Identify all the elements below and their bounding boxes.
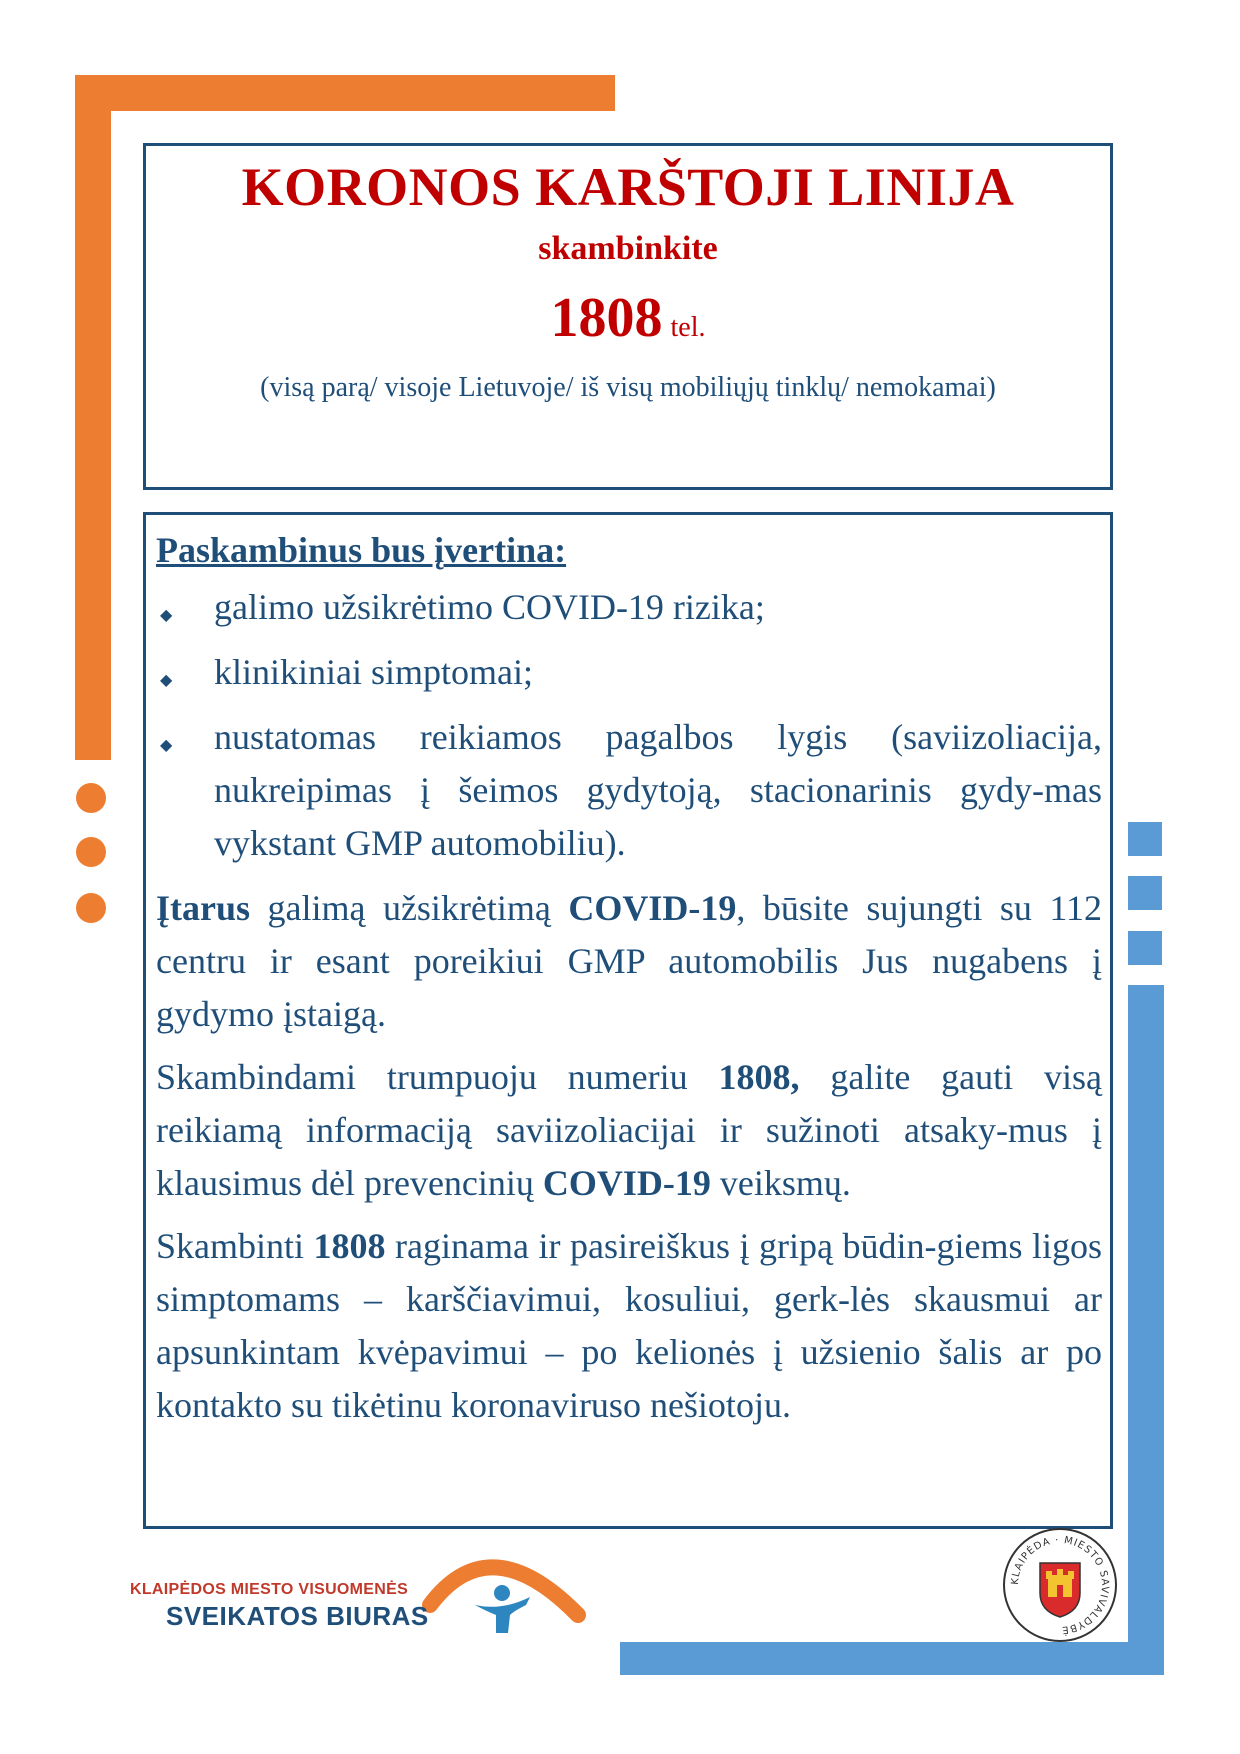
orange-dot-2 xyxy=(76,837,106,867)
orange-top-bar xyxy=(75,75,615,111)
paragraph-text: galimą užsikrėtimą xyxy=(250,888,569,928)
list-item xyxy=(156,646,1102,699)
phone-suffix: tel. xyxy=(670,312,706,343)
assessment-list xyxy=(156,581,1102,870)
list-item-text: klinikiniai simptomai; xyxy=(214,652,533,692)
bold-text: COVID-19 xyxy=(542,1163,711,1203)
hotline-box xyxy=(143,143,1113,490)
phone-number: 1808 xyxy=(550,287,663,349)
paragraph-text: , būsite sujungti su 112 centru ir esant poreikiui GMP automobilis Jus nugabens į gydymo įstaigą. xyxy=(156,888,1102,1034)
blue-bottom-bar xyxy=(620,1642,1164,1675)
health-bureau-logo xyxy=(130,1545,600,1635)
paragraph-suspicion xyxy=(156,882,1102,1041)
hotline-subtitle: skambinkite xyxy=(538,230,718,267)
phone-line xyxy=(146,286,1110,350)
diamond-bullet-icon: ◆ xyxy=(160,672,173,689)
hotline-title: KORONOS KARŠTOJI LINIJA xyxy=(241,157,1015,217)
list-item xyxy=(156,581,1102,634)
paragraph-information xyxy=(156,1051,1102,1210)
info-box xyxy=(143,512,1113,1529)
paragraph-symptoms xyxy=(156,1220,1102,1432)
diamond-bullet-icon: ◆ xyxy=(160,737,173,754)
blue-square-3 xyxy=(1128,931,1162,965)
paragraph-text: raginama ir pasireiškus į gripą būdin-giems ligos simptomams – karščiavimui, kosuliui, gerk-lės skausmui ar apsunkintam kvėpavimui – po kelionės į užsienio šalis ar po kontakto su tikėtinu koronaviruso nešiotoju. xyxy=(156,1226,1102,1425)
crest-text: KLAIPĖDA · MIESTO SAVIVALDYBĖ xyxy=(1009,1534,1111,1636)
list-item-text: galimo užsikrėtimo COVID-19 rizika; xyxy=(214,587,765,627)
orange-dot-1 xyxy=(76,783,106,813)
info-heading: Paskambinus bus įvertina: xyxy=(156,530,567,570)
orange-dot-3 xyxy=(76,893,106,923)
blue-square-2 xyxy=(1128,876,1162,910)
blue-right-bar xyxy=(1128,985,1164,1675)
paragraph-text: Skambinti xyxy=(156,1226,314,1266)
logo-org-line2: SVEIKATOS BIURAS xyxy=(166,1601,429,1631)
bold-text: 1808 xyxy=(313,1226,386,1266)
paragraph-text: Skambindami trumpuoju numeriu xyxy=(156,1057,719,1097)
list-item-text: nustatomas reikiamos pagalbos lygis (saviizoliacija, nukreipimas į šeimos gydytoją, stacionarinis gydy-mas vykstant GMP automobiliu). xyxy=(214,717,1102,863)
logo-org-line1: KLAIPĖDOS MIESTO VISUOMENĖS xyxy=(130,1581,409,1598)
availability-note: (visą parą/ visoje Lietuvoje/ iš visų mobiliųjų tinklų/ nemokamai) xyxy=(260,372,996,403)
municipality-crest xyxy=(1000,1525,1120,1645)
paragraph-text: veiksmų. xyxy=(710,1163,851,1203)
bold-text: COVID-19 xyxy=(568,888,737,928)
bold-text: Įtarus xyxy=(156,888,251,928)
paragraph-text: galite gauti visą reikiamą informaciją saviizoliacijai ir sužinoti atsaky-mus į klausimus dėl prevencinių xyxy=(156,1057,1103,1203)
crest-icon xyxy=(1000,1525,1120,1645)
orange-left-bar xyxy=(75,75,111,760)
diamond-bullet-icon: ◆ xyxy=(160,607,173,624)
list-item xyxy=(156,711,1102,870)
bold-text: 1808, xyxy=(718,1057,800,1097)
blue-square-1 xyxy=(1128,822,1162,856)
